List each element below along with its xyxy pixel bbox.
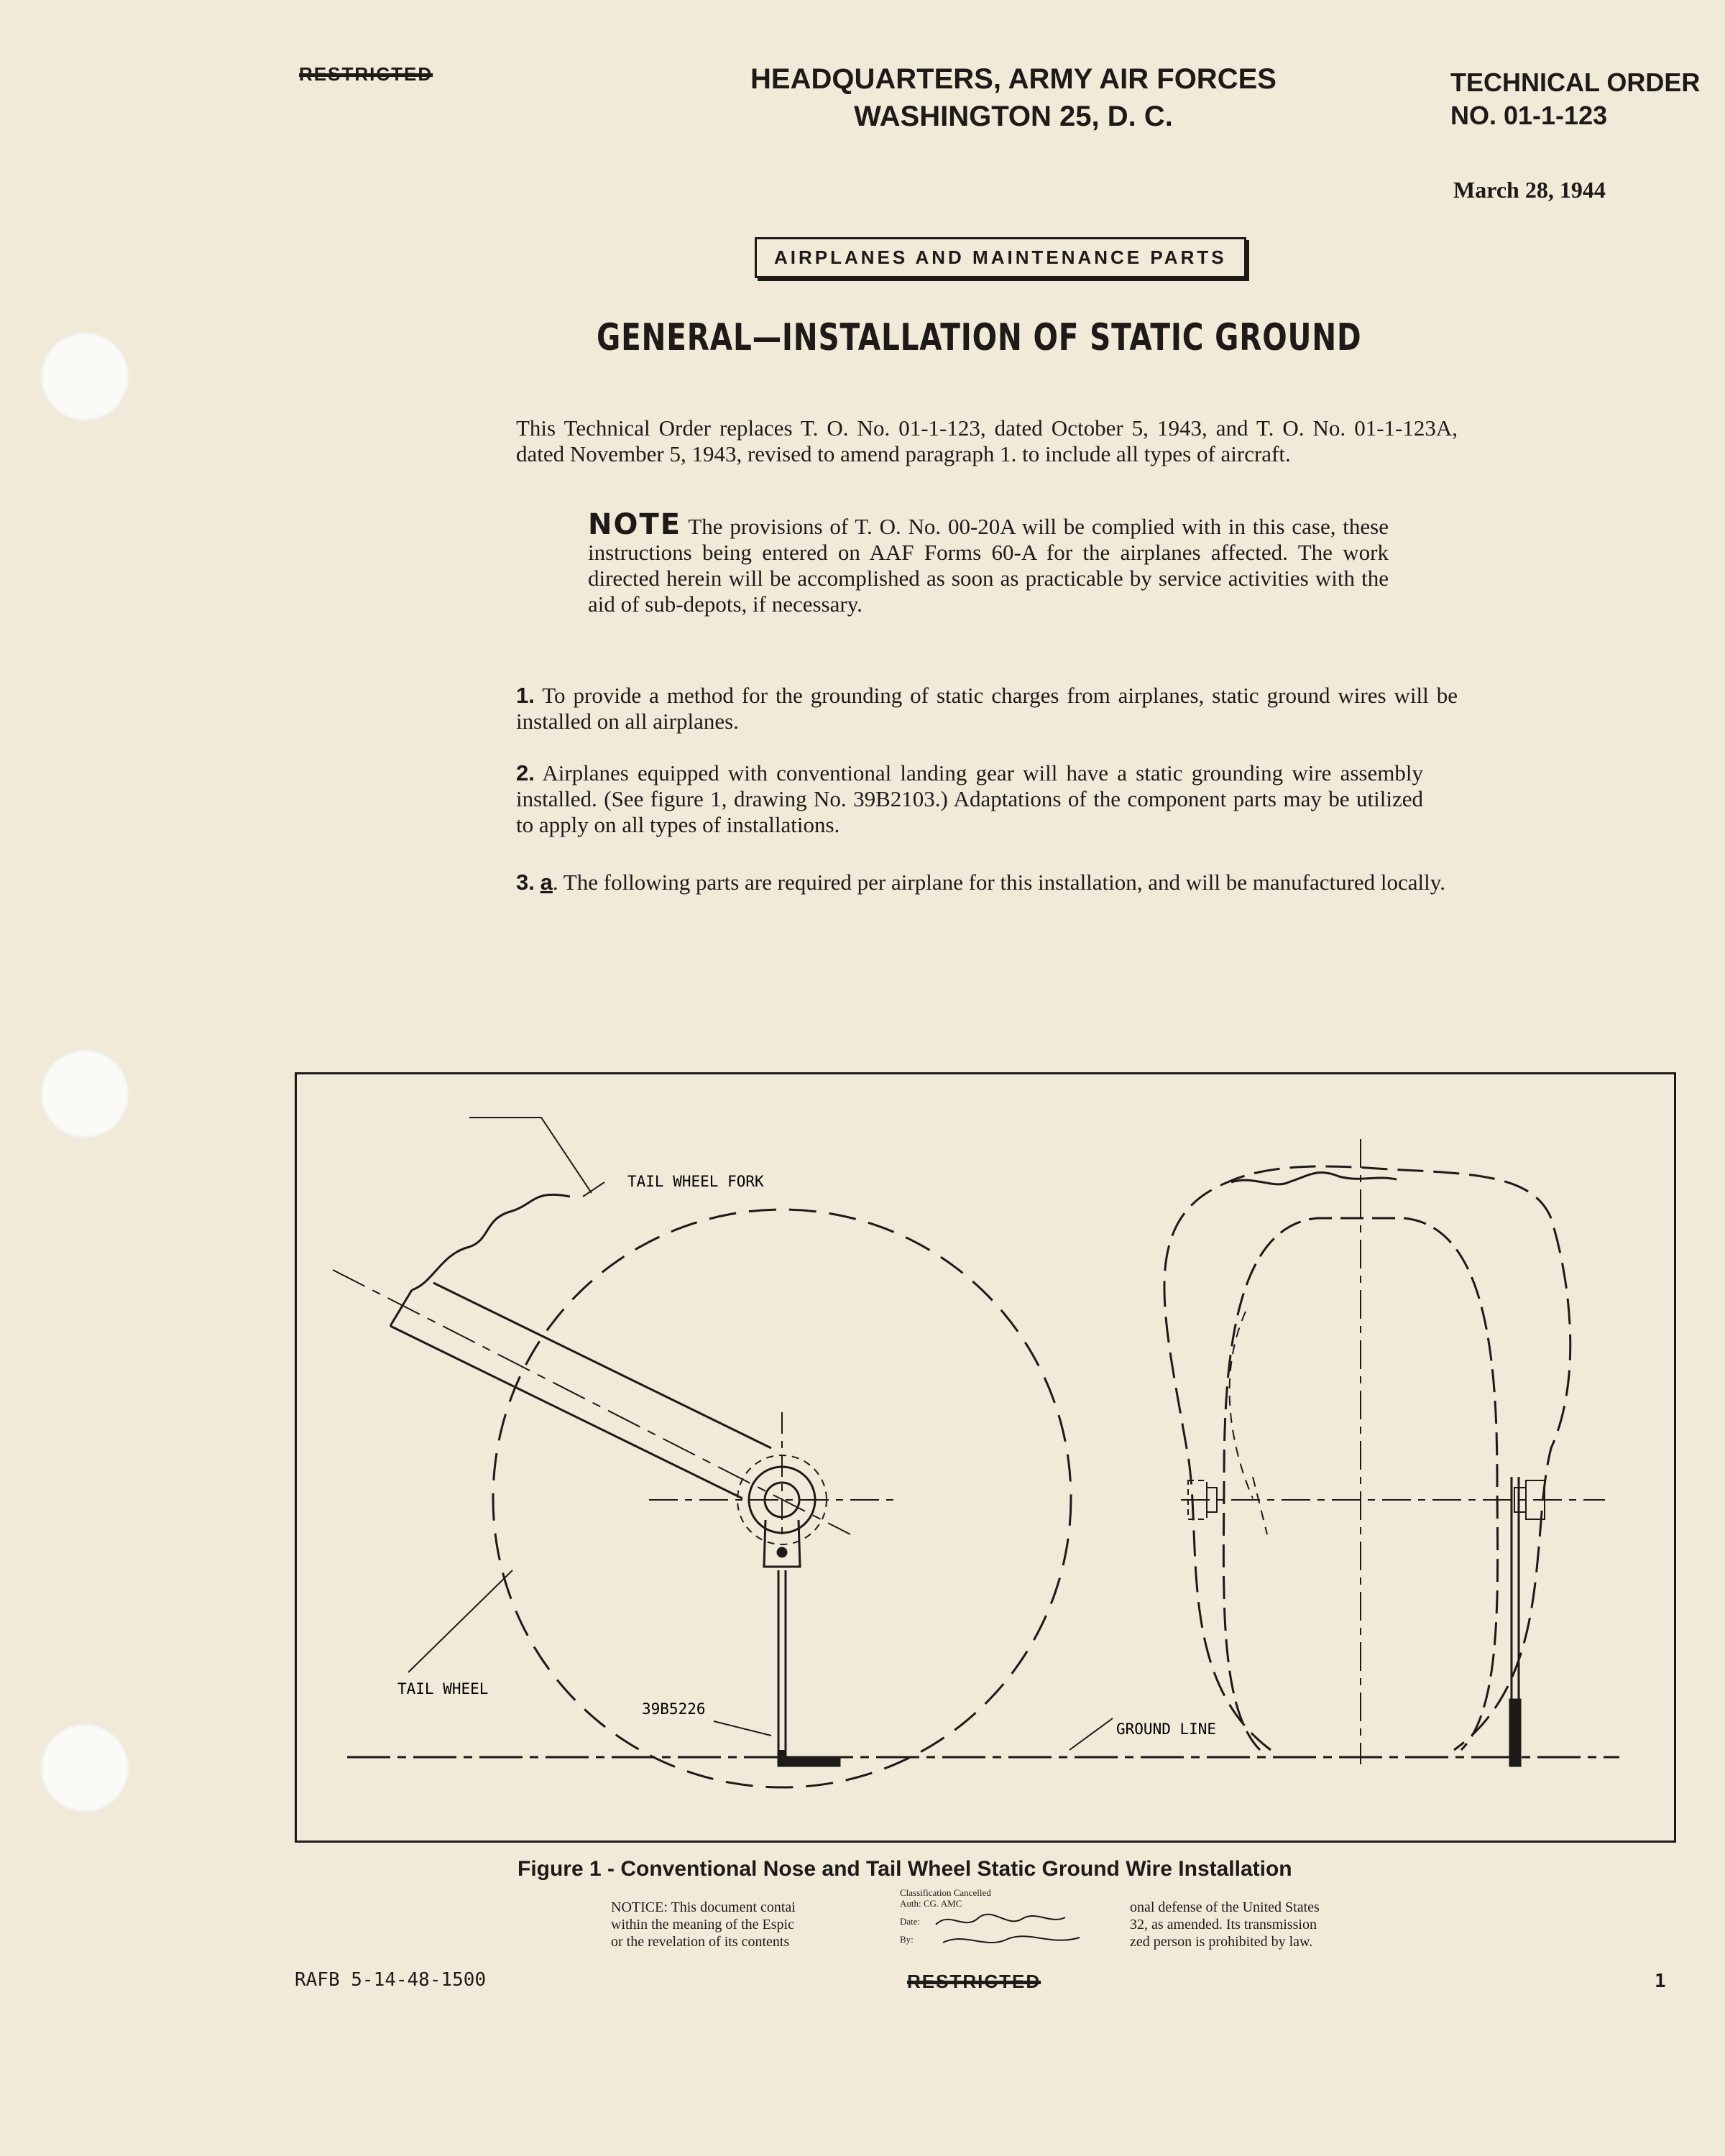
notice-right [1130,1899,1320,1950]
end-view-wire-foot [1510,1700,1520,1766]
technical-order-number [1450,66,1700,132]
restricted-stamp: RESTRICTED [299,63,433,85]
to-line-1: TECHNICAL ORDER [1450,68,1701,97]
stamp-line-4: By: [900,1934,914,1945]
rim-left [1230,1312,1267,1534]
paragraph-3-text: . The following parts are required per airplane for this installation, and will be manufactured locally. [552,870,1446,895]
label-part-number: 39B5226 [642,1700,706,1718]
classification-stamp [900,1887,1108,1959]
bracket-bolt [778,1548,786,1557]
category-box: AIRPLANES AND MAINTENANCE PARTS [755,237,1246,278]
punch-hole [40,1049,129,1138]
hq-line-2: WASHINGTON 25, D. C. [854,101,1173,132]
notice-right-1: onal defense of the United States [1130,1899,1320,1915]
stamp-line-1: Classification Cancelled [900,1887,991,1898]
wheel-leader [408,1570,512,1672]
ground-wire [778,1570,786,1750]
stamp-line-3: Date: [900,1916,921,1927]
part-leader [714,1721,771,1736]
notice-right-2: 32, as amended. Its transmission [1130,1917,1317,1932]
stamp-line-2: Auth: CG. AMC [900,1898,962,1909]
note-label: NOTE [588,508,682,541]
notice-right-3: zed person is prohibited by law. [1130,1934,1313,1950]
notice-left-1: NOTICE: This document contai [611,1899,796,1915]
note-text: The provisions of T. O. No. 00-20A will be complied with in this case, these instructions being entered on AAF Forms 60-A for the airplanes affected. The work directed herein will be accomplished as soon as practicable by service activities with the aid of sub-depots, if necessary. [588,514,1389,617]
notice-left-3: or the revelation of its contents [611,1934,790,1950]
paragraph-1-text: To provide a method for the grounding of static charges from airplanes, static ground wires will be installed on all airplanes. [516,683,1458,734]
wire-foot [778,1750,840,1766]
restricted-stamp-footer: RESTRICTED [907,1971,1041,1992]
fork-center-line [333,1270,850,1534]
paragraph-2 [516,760,1423,838]
page-number: 1 [1655,1971,1666,1992]
paragraph-2-number: 2. [516,760,535,786]
notice-left-2: within the meaning of the Espic [611,1917,794,1932]
page-title: GENERAL—INSTALLATION OF STATIC GROUND [597,316,1362,359]
issue-date: March 28, 1944 [1453,177,1606,203]
paragraph-3 [516,870,1458,895]
headquarters-heading [690,60,1337,135]
ground-leader [1070,1718,1113,1750]
paragraph-2-text: Airplanes equipped with conventional landing gear will have a static grounding wire assembly installed. (See figure 1, drawing No. 39B2103.) Adaptations of the component parts may be utilized to apply on all types of installations. [516,760,1423,837]
tail-wheel-drawing [297,1074,1674,1841]
punch-hole [40,332,129,421]
paragraph-3-number: 3. [516,870,535,895]
label-tail-wheel-fork: TAIL WHEEL FORK [627,1173,764,1190]
label-tail-wheel: TAIL WHEEL [397,1680,489,1697]
print-code: RAFB 5-14-48-1500 [295,1969,487,1991]
tire-break-top [1231,1173,1397,1184]
paragraph-1 [516,683,1458,734]
to-line-2: NO. 01-1-123 [1450,101,1608,130]
paragraph-3-subletter: a [540,870,553,895]
fork-arm [390,1283,771,1498]
paragraph-1-number: 1. [516,683,535,708]
fork-break-edge [412,1194,570,1290]
fork-leader [469,1118,592,1193]
handwritten-signature [929,1903,1101,1953]
intro-paragraph: This Technical Order replaces T. O. No. 01-1-123, dated October 5, 1943, and T. O. No. 01-1-123A, dated November 5, 1943, revised to amend paragraph 1. to include all types of aircraft. [516,415,1458,466]
punch-hole [40,1723,129,1812]
figure-caption: Figure 1 - Conventional Nose and Tail Wheel Static Ground Wire Installation [518,1857,1292,1881]
hq-line-1: HEADQUARTERS, ARMY AIR FORCES [750,63,1276,95]
figure-frame [295,1072,1676,1843]
label-ground-line: GROUND LINE [1116,1720,1217,1738]
note-block [588,508,1389,617]
notice-left [611,1899,796,1950]
